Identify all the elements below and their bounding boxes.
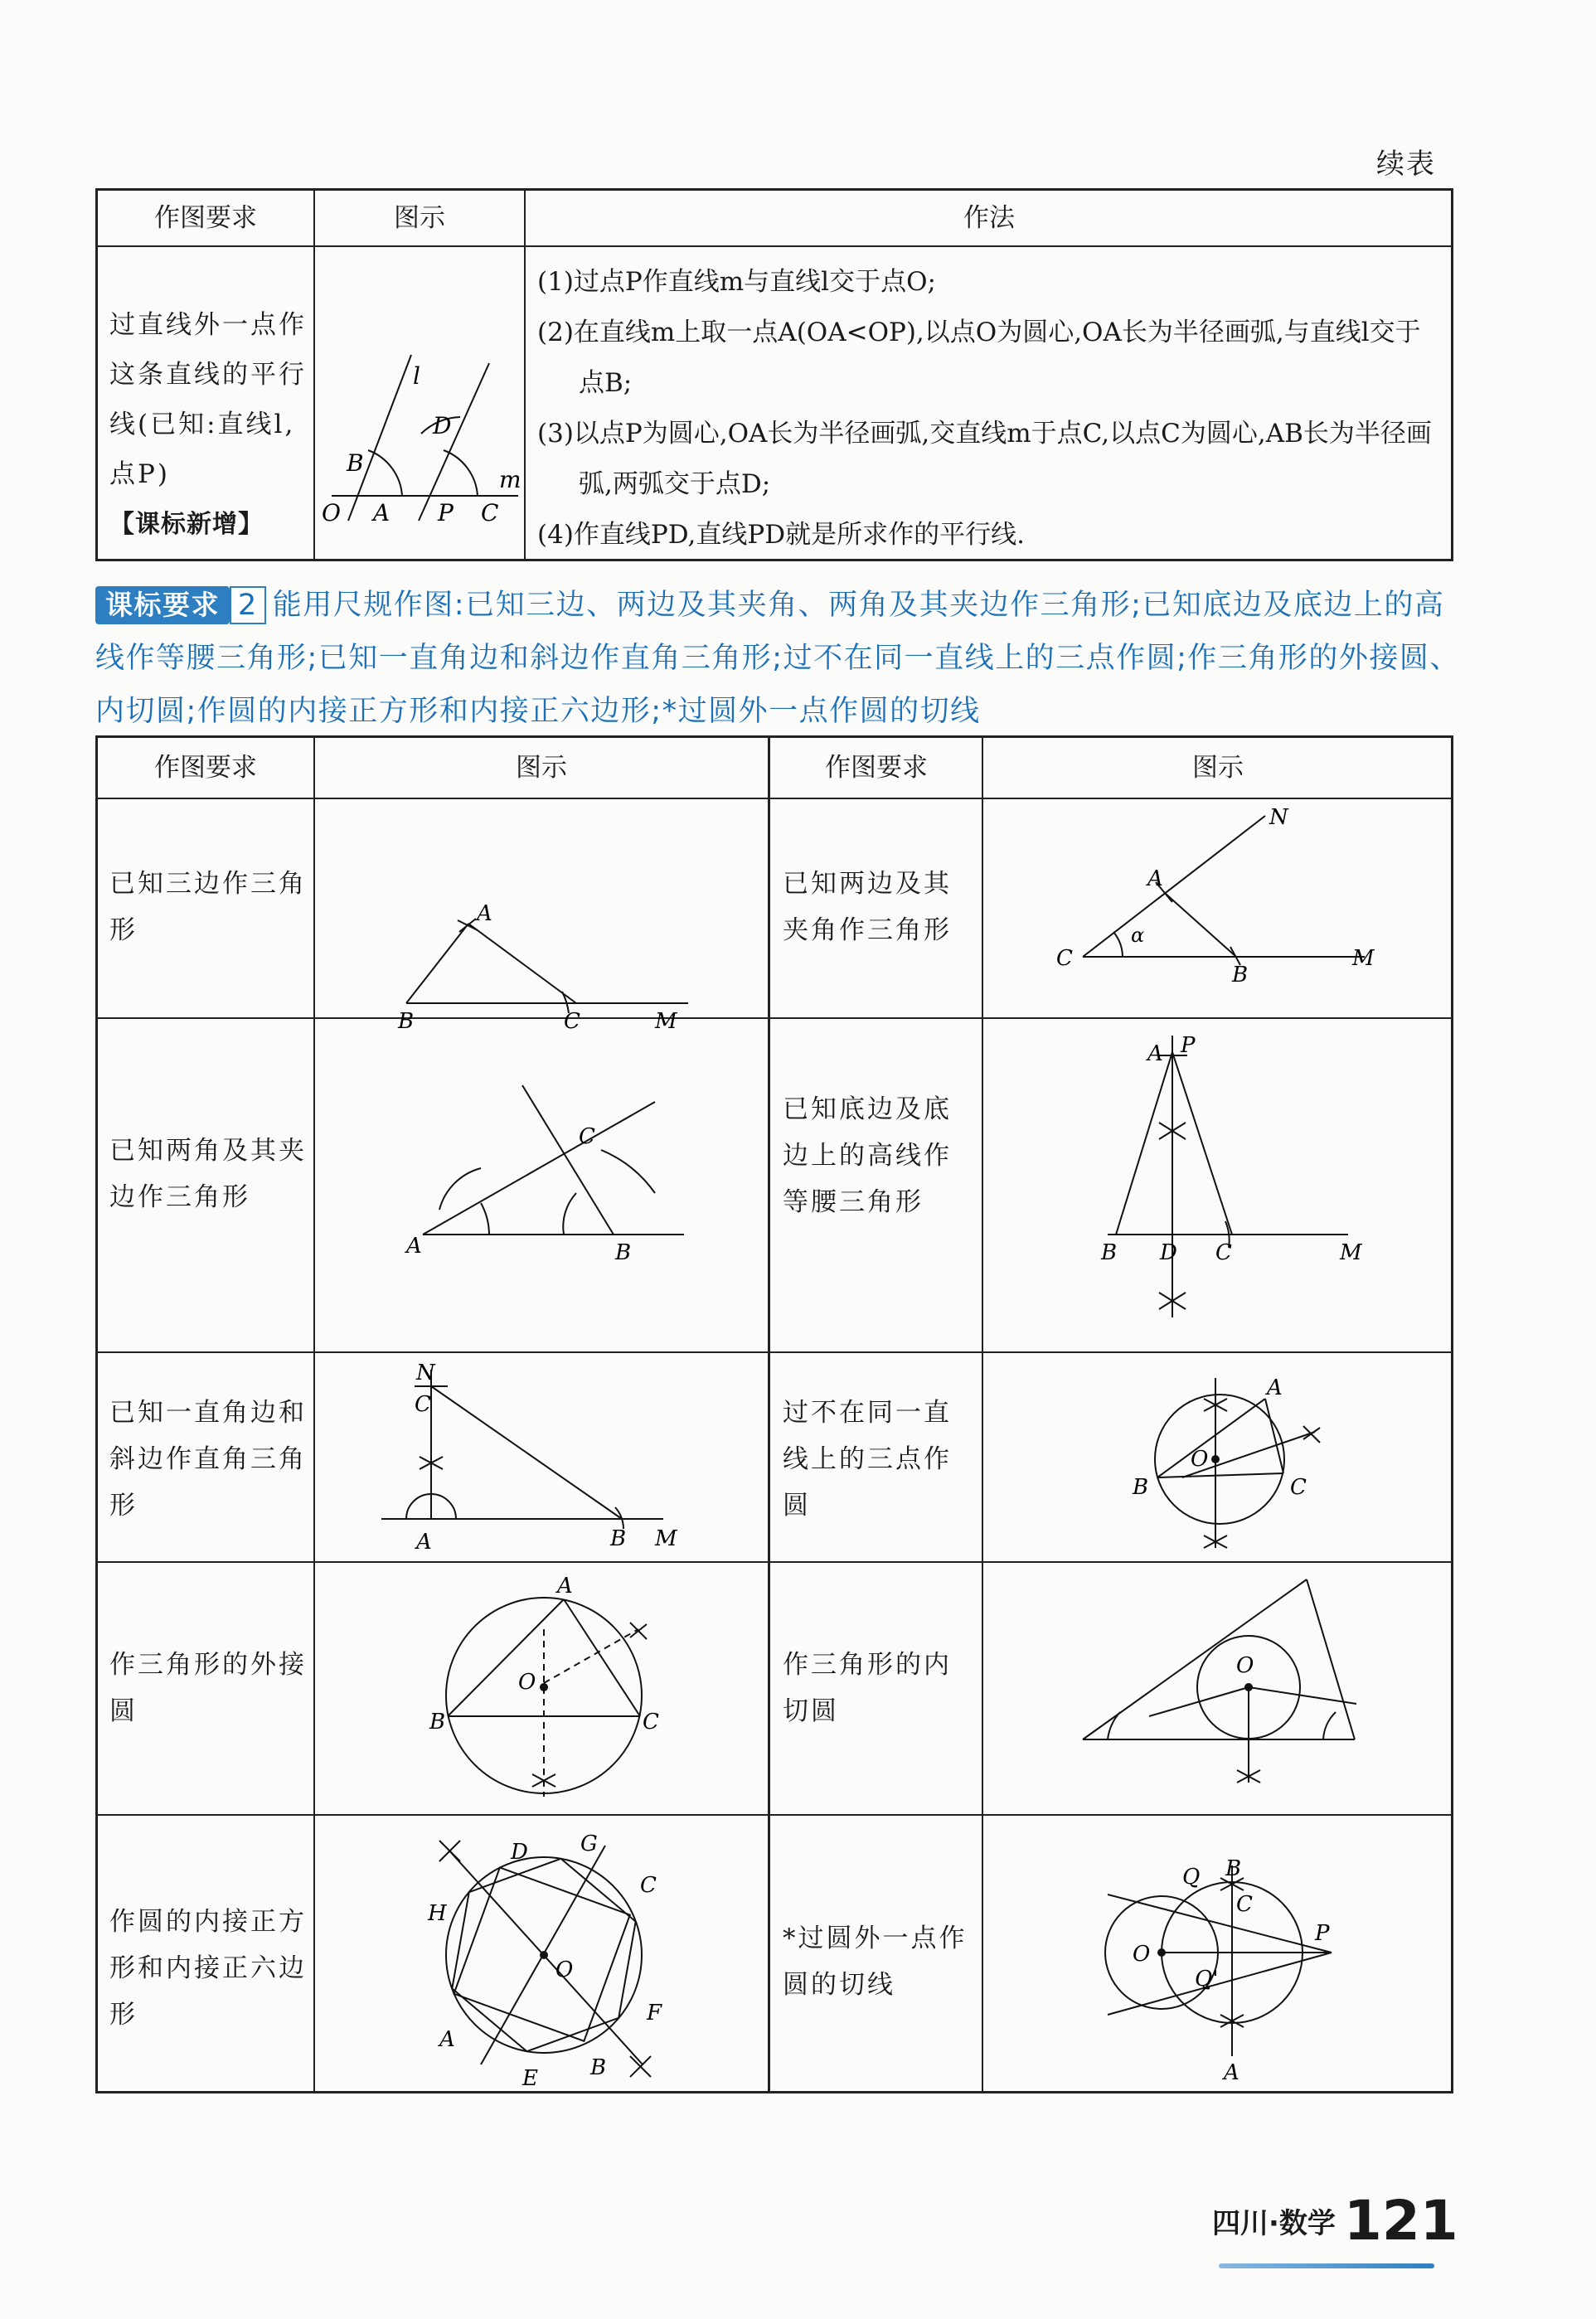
parallel-line-figure (315, 247, 524, 562)
label-O: O (555, 1958, 574, 1982)
label-C: C (643, 1710, 659, 1734)
label-M: M (655, 1009, 677, 1034)
header-requirement-right: 作图要求 (825, 753, 928, 783)
req-two-sides-angle: 已知两边及其夹角作三角形 (783, 869, 952, 945)
requirement-badge: 课标要求 (95, 586, 230, 624)
label-C: C (415, 1392, 431, 1417)
step-1: (1)过点P作直线m与直线l交于点O; (537, 267, 936, 297)
step-2: (2)在直线m上取一点A(OA<OP),以点O为圆心,OA长为半径画弧,与直线l交于点B; (537, 318, 1421, 398)
label-C: C (640, 1873, 657, 1898)
table-header (98, 191, 1451, 247)
figure-tangent-line (983, 1816, 1453, 2093)
label-O: O (1133, 1942, 1151, 1967)
figure-two-angles-side (315, 1019, 768, 1351)
label-P: P (1181, 1033, 1196, 1058)
label-H: H (428, 1901, 447, 1926)
figure-circumcircle (315, 1563, 768, 1813)
page-number: 121 (1343, 2189, 1458, 2253)
label-B: B (429, 1710, 446, 1734)
label-A: A (416, 1530, 432, 1555)
label-D: D (511, 1840, 528, 1865)
req-tangent-line: *过圆外一点作圆的切线 (783, 1924, 968, 2000)
label-D: D (1160, 1240, 1177, 1265)
table-constructions (95, 735, 1453, 2093)
label-M: M (655, 1526, 677, 1551)
header-figure-left: 图示 (516, 753, 567, 783)
label-B: B (1133, 1475, 1149, 1500)
label-B: B (610, 1526, 627, 1551)
label-A: A (406, 1234, 422, 1259)
figure-inscribed-polygons (315, 1816, 768, 2093)
label-P: P (1315, 1921, 1330, 1946)
header-requirement: 作图要求 (154, 203, 257, 233)
req-circumcircle: 作三角形的外接圆 (109, 1650, 307, 1726)
label-A: A (557, 1574, 573, 1599)
label-B: B (1232, 963, 1249, 987)
label-C: C (481, 499, 499, 526)
header-method: 作法 (963, 203, 1015, 233)
req-three-points-circle: 过不在同一直线上的三点作圆 (783, 1398, 952, 1521)
label-G: G (580, 1831, 598, 1856)
figure-incircle (983, 1563, 1453, 1813)
figure-three-points-circle (983, 1353, 1453, 1560)
label-B: B (398, 1009, 415, 1034)
step-4: (4)作直线PD,直线PD就是所求作的平行线. (537, 520, 1025, 550)
figure-two-sides-angle (983, 799, 1453, 1016)
label-A: A (1147, 866, 1163, 891)
label-l: l (413, 362, 420, 390)
label-B: B (590, 2055, 607, 2080)
label-O: O (1236, 1653, 1254, 1678)
label-B: B (615, 1240, 632, 1265)
label-A: A (1147, 1041, 1163, 1066)
label-A: A (477, 901, 492, 926)
label-B: B (1101, 1240, 1118, 1265)
req-inscribed-polygons: 作圆的内接正方形和内接正六边形 (109, 1907, 307, 2030)
label-C: C (579, 1124, 595, 1149)
label-D: D (433, 412, 452, 439)
requirement-number: 2 (230, 586, 266, 624)
req-two-angles-side: 已知两角及其夹边作三角形 (109, 1136, 307, 1212)
label-C: C (1290, 1475, 1307, 1500)
figure-isosceles (983, 1019, 1453, 1351)
label-A: A (1267, 1375, 1283, 1400)
requirement-text: 能用尺规作图:已知三边、两边及其夹角、两角及其夹边作三角形;已知底边及底边上的高线作等腰三角形;已知一直角边和斜边作直角三角形;过不在同一直线上的三点作圆;作三角形的外接圆、内切圆;作圆的内接正方形和内接正六边形;*过圆外一点作圆的切线 (95, 589, 1460, 728)
table-parallel-construction (95, 188, 1453, 561)
req-three-sides: 已知三边作三角形 (109, 869, 307, 945)
label-O: O (518, 1670, 536, 1695)
req-right-triangle: 已知一直角边和斜边作直角三角形 (109, 1398, 307, 1521)
header-figure: 图示 (394, 203, 445, 233)
figure-three-sides (315, 799, 768, 1034)
req-incircle: 作三角形的内切圆 (783, 1650, 952, 1726)
label-F: F (647, 2001, 662, 2025)
header-figure-right: 图示 (1192, 753, 1244, 783)
label-O: O (322, 499, 341, 526)
label-M: M (1352, 946, 1375, 971)
region-subject: 四川·数学 (1212, 2207, 1336, 2240)
label-B: B (1225, 1856, 1242, 1881)
continued-label: 续表 (1376, 148, 1436, 181)
label-Q-prime: Q' (1195, 1967, 1219, 1992)
req-isosceles: 已知底边及底边上的高线作等腰三角形 (783, 1094, 952, 1217)
label-N: N (1269, 805, 1288, 830)
label-P: P (438, 499, 454, 526)
requirement-cell (109, 300, 308, 550)
requirement-text: 过直线外一点作这条直线的平行线(已知:直线l,点P) (109, 310, 307, 489)
figure-right-triangle (315, 1353, 768, 1560)
curriculum-requirement (95, 579, 1463, 738)
label-A: A (373, 499, 391, 526)
label-E: E (522, 2066, 538, 2091)
label-N: N (416, 1361, 435, 1385)
label-C: C (1056, 946, 1073, 971)
label-C: C (564, 1009, 580, 1034)
header-requirement-left: 作图要求 (154, 753, 257, 783)
label-C: C (1236, 1892, 1253, 1917)
label-m: m (499, 466, 521, 493)
label-C: C (1215, 1240, 1232, 1265)
label-A: A (1224, 2060, 1239, 2085)
method-steps (537, 257, 1445, 560)
step-3: (3)以点P为圆心,OA长为半径画弧,交直线m于点C,以点C为圆心,AB长为半径画弧,两弧交于点D; (537, 419, 1432, 499)
label-O: O (1191, 1447, 1209, 1472)
label-alpha: α (1131, 924, 1145, 947)
page-footer (1212, 2189, 1458, 2253)
label-Q: Q (1182, 1865, 1201, 1890)
label-M: M (1340, 1240, 1362, 1265)
new-standard-tag: 【课标新增】 (109, 510, 264, 539)
label-B: B (347, 449, 364, 477)
label-A: A (439, 2027, 455, 2052)
footer-accent-bar (1219, 2263, 1434, 2268)
